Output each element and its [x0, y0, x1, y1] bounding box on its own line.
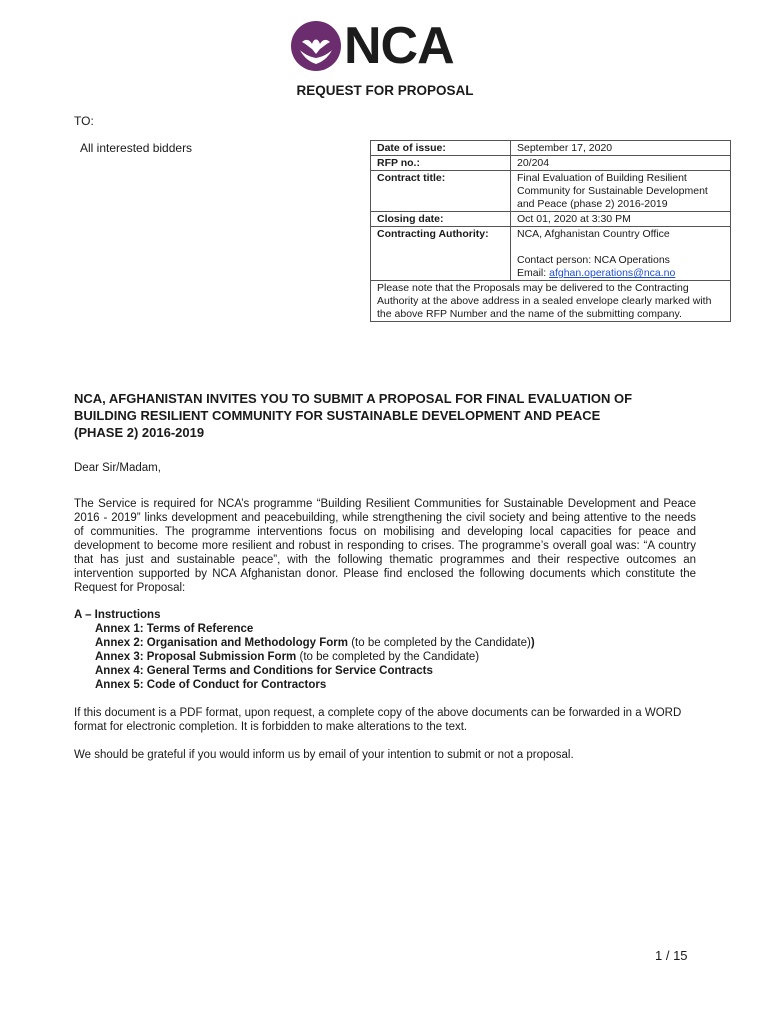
annex-5: Annex 5: Code of Conduct for Contractors: [95, 679, 327, 691]
service-paragraph: The Service is required for NCA’s programme “Building Resilient Communities for Sustainable Development and Peace 2016 - 2019” links development and peacebuilding, while strengthening the civil society and being attentive to the needs of communities. The programme interventions focus on mobilising and developing local capacities for peace and development to become more resilient and robust in responding to crises. The programme’s overall goal was: “A country that has just and sustainable peace”, with the following thematic programmes and their respective outcomes an intervention supported by NCA Afghanistan donor. Please find enclosed the following documents which constitute the Request for Proposal:: [74, 498, 696, 594]
document-title: REQUEST FOR PROPOSAL: [296, 83, 474, 98]
salutation: Dear Sir/Madam,: [74, 462, 161, 474]
contact-person: Contact person: NCA Operations: [517, 254, 670, 266]
table-row: [371, 212, 731, 227]
table-row: [371, 171, 731, 212]
instructions-heading: A – Instructions: [74, 609, 161, 621]
delivery-note: Please note that the Proposals may be delivered to the Contracting Authority at the above address in a sealed envelope clearly marked with the above RFP Number and the name of the submitting company.: [371, 281, 731, 322]
contract-title-label: Contract title:: [371, 171, 511, 212]
annex-1: Annex 1: Terms of Reference: [95, 623, 254, 635]
instructions-list: [74, 608, 535, 692]
to-label: TO:: [74, 114, 94, 128]
rfp-label: RFP no.:: [371, 156, 511, 171]
annex-3: [74, 650, 535, 664]
closing-date-value: Oct 01, 2020 at 3:30 PM: [511, 212, 731, 227]
recipient: All interested bidders: [80, 141, 193, 155]
page-indicator: 1 / 15: [655, 948, 688, 963]
rfp-info-table: [370, 140, 731, 322]
closing-date-label: Closing date:: [371, 212, 511, 227]
pdf-note: If this document is a PDF format, upon request, a complete copy of the above documents can be forwarded in a WORD format for electronic completion. It is forbidden to make alterations to the text.: [74, 707, 682, 733]
proposal-heading: NCA, AFGHANISTAN INVITES YOU TO SUBMIT A PROPOSAL FOR FINAL EVALUATION OF BUILDING RESILIENT COMMUNITY FOR SUSTAINABLE DEVELOPMENT AND PEACE (PHASE 2) 2016-2019: [74, 391, 633, 440]
email-link[interactable]: afghan.operations@nca.no: [549, 267, 676, 279]
table-row: [371, 141, 731, 156]
authority-value: NCA, Afghanistan Country Office: [517, 228, 670, 240]
authority-label: Contracting Authority:: [371, 227, 511, 281]
table-row: [371, 227, 731, 281]
date-label: Date of issue:: [371, 141, 511, 156]
nca-logo: [290, 17, 490, 75]
annex-4: Annex 4: General Terms and Conditions for Service Contracts: [95, 665, 433, 677]
annex-2: [74, 636, 535, 650]
contract-title-value: Final Evaluation of Building Resilient Community for Sustainable Development and Peace (phase 2) 2016-2019: [511, 171, 731, 212]
rfp-value: 20/204: [511, 156, 731, 171]
date-value: September 17, 2020: [511, 141, 731, 156]
nca-dove-hands-icon: [290, 20, 342, 72]
nca-logo-text: NCA: [344, 17, 454, 75]
annex-3-title: Annex 3: Proposal Submission Form: [95, 651, 297, 663]
table-row: [371, 156, 731, 171]
authority-cell: [511, 227, 731, 281]
annex-2-note: (to be completed by the Candidate): [348, 637, 531, 649]
closing-note: We should be grateful if you would inform us by email of your intention to submit or not a proposal.: [74, 749, 574, 761]
email-line: [517, 267, 724, 280]
email-label: Email:: [517, 267, 547, 279]
annex-2-title: Annex 2: Organisation and Methodology Form: [95, 637, 349, 649]
table-row: [371, 281, 731, 322]
annex-2-paren: ): [530, 637, 535, 649]
annex-3-note: (to be completed by the Candidate): [296, 651, 480, 663]
